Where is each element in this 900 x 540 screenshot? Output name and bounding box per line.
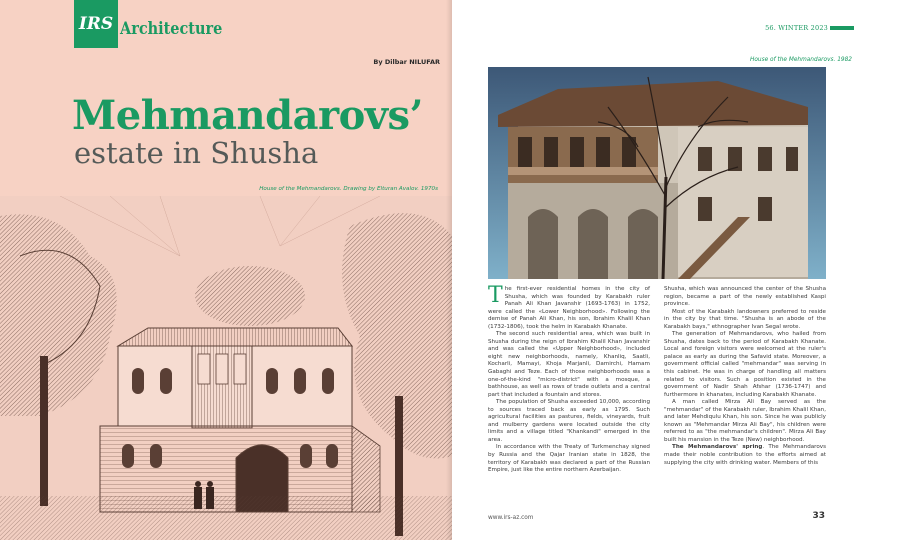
issue-label: 56. WINTER 2023 bbox=[765, 24, 828, 32]
article-subtitle: estate in Shusha bbox=[74, 136, 319, 170]
page-number: 33 bbox=[812, 511, 825, 521]
paragraph: In accordance with the Treaty of Turkmenchay signed by Russia and the Qajar Iranian state in 1828, the territory of Karabakh was declared a part of the Russian Empire, just like the entire northern Azerbaijan. bbox=[488, 444, 650, 474]
paragraph-spring bbox=[664, 444, 826, 467]
paragraph: Shusha, which was announced the center of the Shusha region, became a part of the newly established Kaspi province. bbox=[664, 286, 826, 308]
paragraph: The population of Shusha exceeded 10,000, according to sources traced back as early as 1795. Such agricultural facilities as pastures, fields, vineyards, fruit and mulberry gardens were located outside the city limits and a village titled "Khankandi" emerged in the area. bbox=[488, 399, 650, 443]
paragraph: The generation of Mehmandarovs, who hailed from Shusha, dates back to the period of Karabakh Khanate. Local and foreign visitors were welcomed at the ruler's palace as early as during the Safavid state. Moreover, a government official called "mehmandar" was serving in this cabinet. He was in charge of handling all matters related to visitors. Such a position existed in the government of Nadir Shah Afshar (1736-1747) and furthermore in khanates, including Karabakh Khanate. bbox=[664, 331, 826, 398]
paragraph: Most of the Karabakh landowners preferred to reside in the city by that time. "Shusha is an abode of the Karabakh bays," ethnographer Ivan Segal wrote. bbox=[664, 308, 826, 330]
paragraph: The second such residential area, which was built in Shusha during the reign of Ibrahim Khalil Khan Javanshir and was called the «Upper Neighborhood», included eight new neighborhoods, namely, Khanliq, Saatli, Kocharli, Mamayi, Khoja Marjanli, Damirchi, Hamam Gabaghi and Teze. Each of those neighborhoods was a one-of-the-kind "micro-district" with a mosque, a bathhouse, as well as rows of trade outlets and a central part that included a fountain and stores. bbox=[488, 331, 650, 398]
drawing-caption: House of the Mehmandarovs. Drawing by Elturan Avalov. 1970s bbox=[259, 186, 438, 192]
right-page bbox=[452, 0, 900, 540]
irs-logo: IRS bbox=[74, 0, 118, 48]
subheading-spring: The Mehmandarovs' spring bbox=[672, 444, 763, 451]
issue-accent-bar bbox=[830, 26, 854, 30]
section-title: Architecture bbox=[120, 19, 223, 39]
footer-url[interactable]: www.irs-az.com bbox=[488, 515, 534, 521]
house-drawing-illustration bbox=[0, 196, 452, 540]
author-byline: By Dilbar NILUFAR bbox=[373, 58, 440, 66]
paragraph-spring-text: . The Mehmandarovs made their noble contribution to the efforts aimed at supplying the city with drinking water. Members of this bbox=[664, 444, 827, 466]
paragraph: A man called Mirza Ali Bay served as the "mehmandar" of the Karabakh ruler, Ibrahim Khalil Khan, and later Mehdiqulu Khan, his son. Since he was publicly known as "Mehmandar Mirza Ali Bay", his children were referred to as "the mehmandar's children". Mirza Ali Bay built his mansion in the Teze (New) neighborhood. bbox=[664, 399, 826, 443]
drop-cap: T bbox=[488, 283, 503, 308]
photo-caption: House of the Mehmandarovs. 1982 bbox=[750, 57, 852, 63]
column-left bbox=[488, 283, 650, 475]
article-title: Mehmandarovs’ bbox=[72, 92, 423, 139]
house-photograph bbox=[488, 67, 826, 279]
article-columns bbox=[488, 283, 827, 514]
paragraph: he first-ever residential homes in the city of Shusha, which was founded by Karabakh ruler Panah Ali Khan Javanshir (1693-1763) in 1752, were called the «Lower Neighborhood». Following the demise of Panah Ali Khan, his son, Ibrahim Khalil Khan (1732-1806), took the helm in Karabakh Khanate. bbox=[488, 286, 650, 330]
column-right bbox=[664, 286, 826, 467]
